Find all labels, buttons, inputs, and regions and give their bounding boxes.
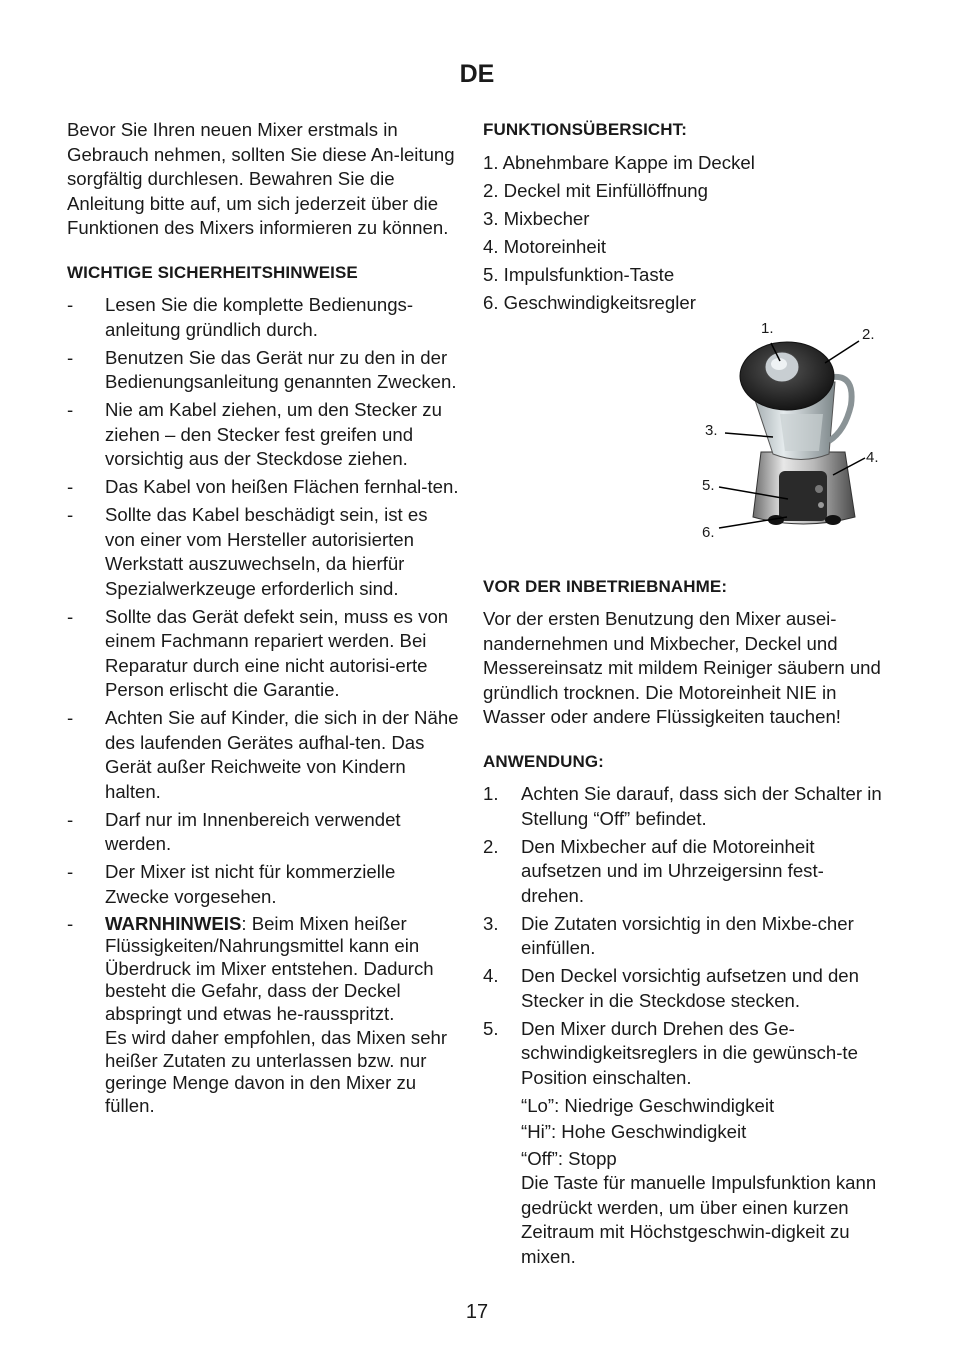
language-heading: DE	[459, 60, 495, 88]
warning-text-2: Es wird daher empfohlen, das Mixen sehr heißer Zutaten zu unterlassen bzw. nur geringe Menge davon in den Mixer zu füllen.	[105, 1027, 448, 1116]
usage-step: 3. Die Zutaten vorsichtig in den Mixbe-cher einfüllen.	[483, 912, 854, 958]
usage-step: 4. Den Deckel vorsichtig aufsetzen und den Stecker in die Steckdose stecken.	[483, 965, 859, 1011]
usage-step: 1. Achten Sie darauf, dass sich der Schalter in Stellung “Off” befindet.	[483, 783, 882, 829]
warning-text: : Beim Mixen heißer Flüssigkeiten/Nahrungsmittel kann ein Überdruck im Mixer entstehen. Dadurch besteht die Gefahr, dass der Deckel abspringt und etwas he-rausspritzt.	[105, 912, 434, 1024]
left-column	[67, 118, 459, 1121]
page-number: 17	[465, 1301, 489, 1323]
bullet-dash: -	[67, 476, 74, 497]
function-overview-heading: FUNKTIONSÜBERSICHT:	[483, 120, 688, 139]
intro-paragraph: Bevor Sie Ihren neuen Mixer erstmals in Gebrauch nehmen, sollten Sie diese An-leitung sorgfältig durchlesen. Bewahren Sie die Anleitung bitte auf, um sich jederzeit über die Funktionen des Mixers informieren zu können.	[67, 119, 455, 238]
safety-item: - Benutzen Sie das Gerät nur zu den in der Bedienungsanleitung genannten Zwecken.	[67, 346, 457, 392]
blender-figure	[483, 319, 883, 567]
safety-heading: WICHTIGE SICHERHEITSHINWEISE	[67, 262, 358, 282]
right-column	[483, 118, 883, 1269]
function-item: 3. Mixbecher	[483, 207, 590, 229]
bullet-dash: -	[67, 707, 74, 728]
safety-item: - Darf nur im Innenbereich verwendet werden.	[67, 808, 401, 854]
bullet-dash: -	[67, 399, 74, 420]
figure-label-5: 5.	[702, 476, 715, 494]
safety-item: - Sollte das Gerät defekt sein, muss es von einem Fachmann repariert werden. Bei Reparatur durch eine nicht autorisi-erte Person erlischt die Garantie.	[67, 605, 449, 700]
figure-label-2: 2.	[862, 325, 875, 343]
figure-label-1: 1.	[761, 319, 774, 337]
function-item: 4. Motoreinheit	[483, 235, 606, 257]
function-item: 2. Deckel mit Einfüllöffnung	[483, 179, 708, 201]
warning-label: WARNHINWEIS	[105, 912, 242, 934]
warning-item	[67, 913, 459, 1118]
safety-item: - Nie am Kabel ziehen, um den Stecker zu ziehen – den Stecker fest greifen und vorsichtig aus der Steckdose ziehen.	[67, 399, 442, 469]
before-use-heading: VOR DER INBETRIEBNAHME:	[483, 576, 728, 596]
speed-off: “Off”: Stopp	[521, 1147, 617, 1169]
safety-item: - Das Kabel von heißen Flächen fernhal-ten.	[67, 475, 459, 500]
pulse-description: Die Taste für manuelle Impulsfunktion kann gedrückt werden, um über einen kurzen Zeitraum mit Höchstgeschwin-digkeit zu mixen.	[521, 1172, 877, 1267]
safety-item: - Lesen Sie die komplette Bedienungs-anleitung gründlich durch.	[67, 294, 414, 340]
function-item: 5. Impulsfunktion-Taste	[483, 263, 675, 285]
bullet-dash: -	[67, 346, 74, 368]
before-use-paragraph: Vor der ersten Benutzung den Mixer ausei-nandernehmen und Mixbecher, Deckel und Messereinsatz mit mildem Reiniger säubern und gründlich trocknen. Die Motoreinheit NIE in Wasser oder andere Flüssigkeiten tauchen!	[483, 608, 881, 727]
bullet-dash: -	[67, 605, 74, 627]
function-item: 6. Geschwindigkeitsregler	[483, 291, 696, 313]
speed-hi: “Hi”: Hohe Geschwindigkeit	[521, 1121, 747, 1142]
figure-label-3: 3.	[705, 421, 718, 439]
usage-step: 5. Den Mixer durch Drehen des Ge-schwindigkeitsreglers in die gewünsch-te Position einschalten.	[483, 1017, 858, 1088]
figure-label-6: 6.	[702, 523, 715, 541]
bullet-dash: -	[67, 294, 74, 315]
bullet-dash: -	[67, 808, 74, 830]
safety-item: - Sollte das Kabel beschädigt sein, ist es von einer vom Hersteller autorisierten Werkstatt auszuwechseln, da hierfür Spezialwerkzeuge erforderlich sind.	[67, 504, 428, 599]
usage-step: 2. Den Mixbecher auf die Motoreinheit aufsetzen und im Uhrzeigersinn fest-drehen.	[483, 835, 824, 906]
figure-label-4: 4.	[866, 448, 879, 466]
bullet-dash: -	[67, 861, 74, 882]
usage-heading: ANWENDUNG:	[483, 751, 604, 771]
blender-illustration	[483, 319, 883, 567]
bullet-dash: -	[67, 504, 74, 525]
bullet-dash: -	[67, 912, 74, 934]
function-item: 1. Abnehmbare Kappe im Deckel	[483, 151, 755, 173]
speed-lo: “Lo”: Niedrige Geschwindigkeit	[521, 1094, 775, 1116]
safety-item: - Der Mixer ist nicht für kommerzielle Zwecke vorgesehen.	[67, 861, 396, 907]
safety-item: - Achten Sie auf Kinder, die sich in der Nähe des laufenden Gerätes aufhal-ten. Das Gerät außer Reichweite von Kindern halten.	[67, 707, 459, 802]
